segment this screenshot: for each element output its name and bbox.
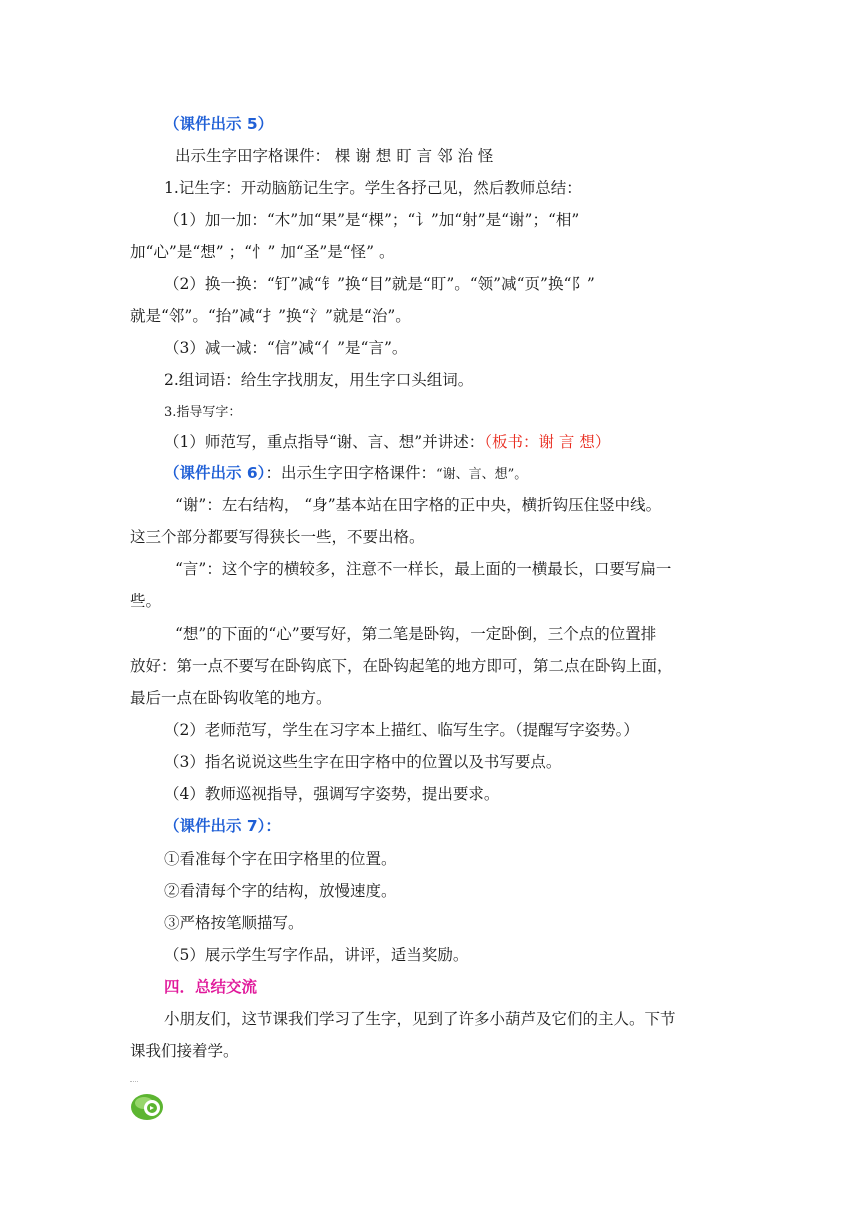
paragraph-line: 小朋友们，这节课我们学习了生字，见到了许多小葫芦及它们的主人。下节 — [164, 1010, 676, 1028]
paragraph-line: 最后一点在卧钩收笔的地方。 — [130, 689, 332, 707]
paragraph-line: 3.指导写字： — [164, 405, 242, 420]
paragraph-line: （4）教师巡视指导，强调写字姿势，提出要求。 — [164, 785, 500, 803]
paragraph-line: （3）减一减：“信”减“亻”是“言”。 — [164, 339, 408, 357]
paragraph-line: “言”：这个字的横较多，注意不一样长，最上面的一横最长，口要写扁一 — [175, 560, 672, 578]
paragraph-line: 出示生字田字格课件： 棵 谢 想 盯 言 邻 治 怪 — [175, 147, 494, 165]
courseware-heading-7: （课件出示 7）： — [164, 817, 281, 835]
paragraph-line: 这三个部分都要写得狭长一些，不要出格。 — [130, 528, 425, 546]
green-leaf-logo-icon — [130, 1091, 168, 1121]
paragraph-line: 加“心”是“想” ；“忄” 加“圣”是“怪” 。 — [130, 243, 395, 261]
board-note: （板书：谢 言 想） — [484, 433, 611, 451]
divider — [130, 1081, 138, 1082]
paragraph-line: 课我们接着学。 — [130, 1042, 239, 1060]
paragraph-text: “谢、言、想”。 — [435, 467, 528, 482]
paragraph-line — [164, 463, 527, 485]
paragraph-text: ：出示生字田字格课件： — [265, 464, 436, 482]
paragraph-line: 就是“邻”。“抬”减“扌”换“氵”就是“治”。 — [130, 307, 411, 325]
paragraph-line: 1.记生字：开动脑筋记生字。学生各抒己见，然后教师总结： — [164, 179, 582, 197]
list-item: ③严格按笔顺描写。 — [164, 914, 304, 932]
paragraph-line: （2）换一换：“钉”减“钅”换“目”就是“盯”。“领”减“页”换“阝” — [164, 275, 595, 293]
paragraph-line — [164, 432, 610, 452]
paragraph-line: （3）指名说说这些生字在田字格中的位置以及书写要点。 — [164, 753, 562, 771]
paragraph-line: （1）加一加：“木”加“果”是“棵”；“讠”加“射”是“谢”；“相” — [164, 211, 580, 229]
list-item: ②看清每个字的结构，放慢速度。 — [164, 882, 397, 900]
paragraph-line: （2）老师范写，学生在习字本上描红、临写生字。（提醒写字姿势。） — [164, 721, 639, 739]
section-heading: 四．总结交流 — [164, 978, 258, 996]
paragraph-line: “想”的下面的“心”要写好，第二笔是卧钩，一定卧倒，三个点的位置排 — [175, 625, 657, 643]
courseware-heading-5: （课件出示 5） — [164, 115, 274, 133]
paragraph-line: 放好：第一点不要写在卧钩底下，在卧钩起笔的地方即可，第二点在卧钩上面， — [130, 657, 673, 675]
paragraph-text: （1）师范写，重点指导“谢、言、想”并讲述： — [164, 433, 485, 451]
paragraph-line: 2.组词语：给生字找朋友，用生字口头组词。 — [164, 371, 474, 389]
paragraph-line: 些。 — [130, 592, 162, 610]
courseware-heading-6: （课件出示 6） — [164, 464, 266, 482]
paragraph-line: （5）展示学生写字作品，讲评，适当奖励。 — [164, 946, 469, 964]
paragraph-line: “谢”：左右结构， “身”基本站在田字格的正中央，横折钩压住竖中线。 — [175, 496, 662, 514]
list-item: ①看准每个字在田字格里的位置。 — [164, 850, 397, 868]
